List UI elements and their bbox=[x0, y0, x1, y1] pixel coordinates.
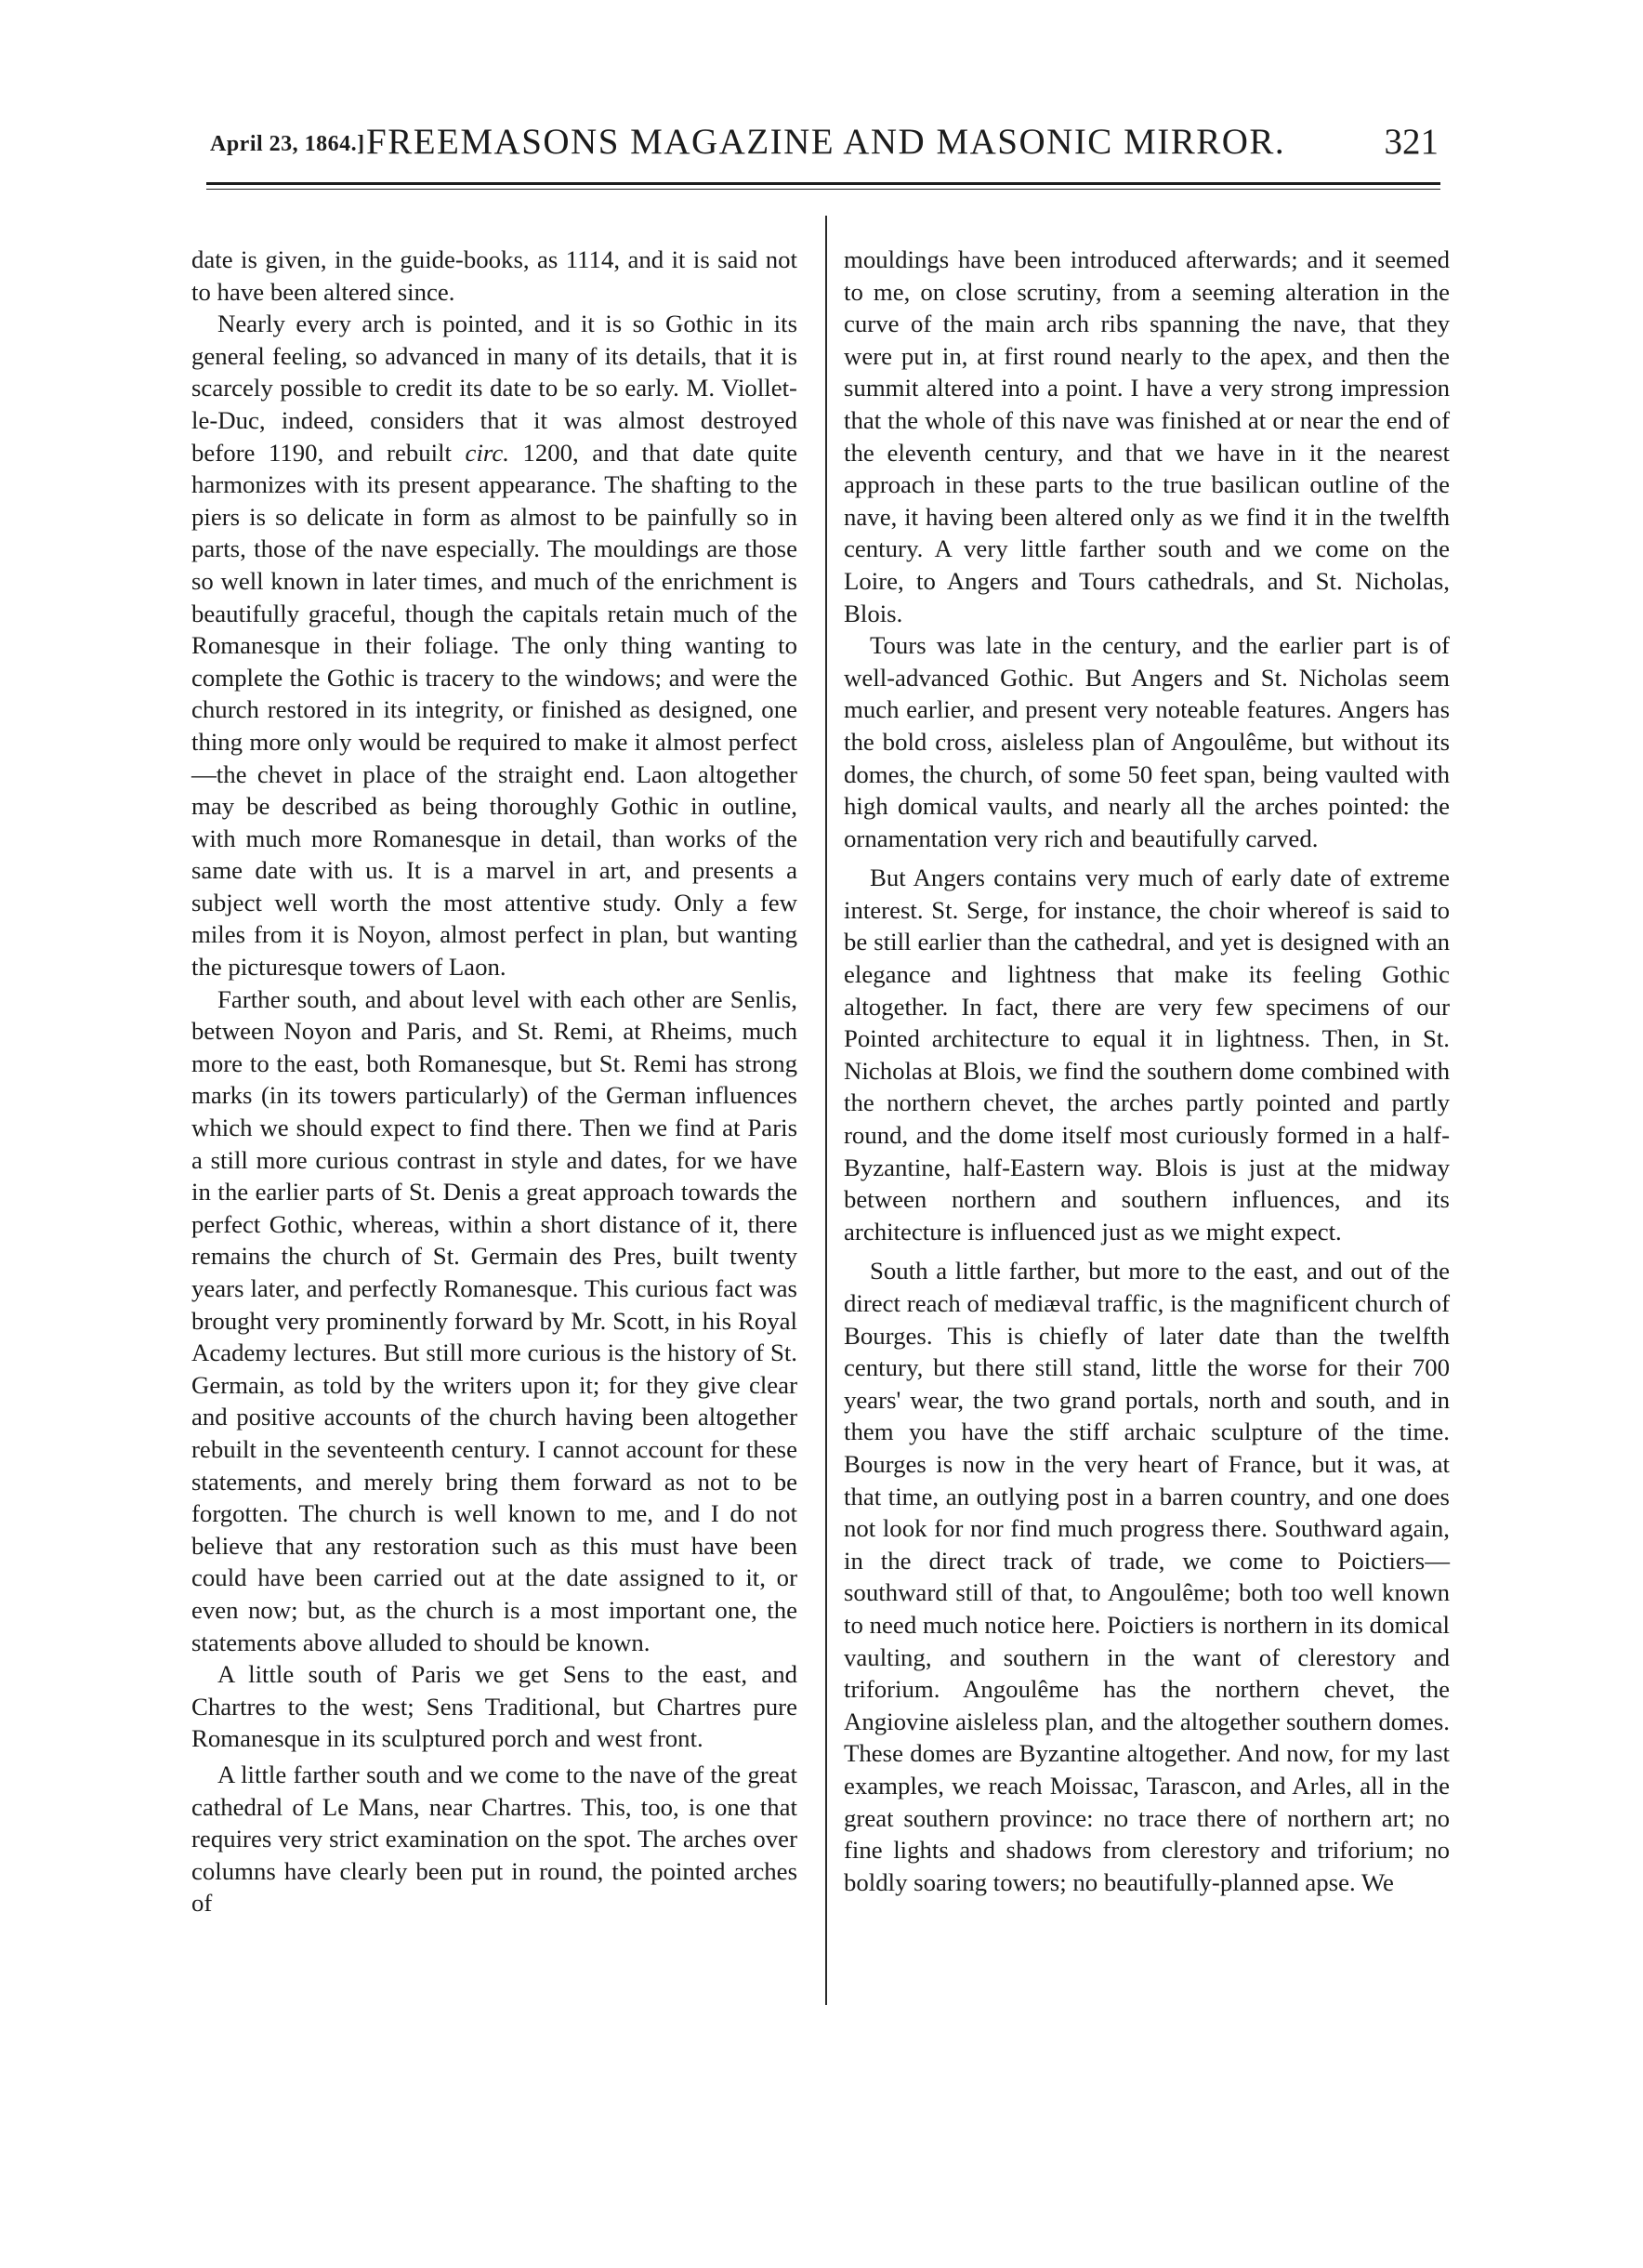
header-rule-thin bbox=[206, 189, 1440, 190]
left-paragraph-5: A little farther south and we come to the nave of the great cathedral of Le Mans, near Chartres. This, too, is one that requires very strict examination on the spot. The arches over columns have clearly been put in round, the pointed arches of bbox=[191, 1760, 797, 1918]
issue-date: April 23, 1864.] bbox=[210, 132, 365, 156]
left-paragraph-3: Farther south, and about level with each other are Senlis, between Noyon and Paris, and St. Remi, at Rheims, much more to the east, both Romanesque, but St. Remi has strong marks (in its towers particularly) of the German influences which we should expect to find there. Then we find at Paris a still more curious contrast in style and dates, for we have in the earlier parts of St. Denis a great approach towards the perfect Gothic, whereas, within a short distance of it, there remains the church of St. Germain des Pres, built twenty years later, and perfectly Romanesque. This curious fact was brought very prominently forward by Mr. Scott, in his Royal Academy lectures. But still more curious is the history of St. Germain, as told by the writers upon it; for they give clear and positive accounts of the church having been altogether rebuilt in the seventeenth century. I cannot account for these statements, and merely bring them forward as not to be forgotten. The church is well known to me, and I do not believe that any restoration such as this must have been could have been carried out at the date assigned to it, or even now; but, as the church is a most important one, the statements above alluded to should be known. bbox=[191, 984, 797, 1656]
header-rule-thick bbox=[206, 182, 1440, 185]
left-paragraph-1: date is given, in the guide-books, as 1114, and it is said not to have been altered since. bbox=[191, 245, 797, 306]
page-header bbox=[210, 121, 1439, 167]
right-paragraph-2: Tours was late in the century, and the earlier part is of well-advanced Gothic. But Angers and St. Nicholas seem much earlier, and present very noteable features. Angers has the bold cross, aisleless plan of Angoulême, but without its domes, the church, of some 50 feet span, being vaulted with high domical vaults, and nearly all the arches pointed: the ornamentation very rich and beautifully carved. bbox=[844, 631, 1450, 852]
left-paragraph-2-part-b: 1200, and that date quite harmonizes with its present appearance. The shafting to the piers is so delicate in form as almost to be painfully so in parts, those of the nave especially. The mouldings are those so well known in later times, and much of the enrichment is beautifully graceful, though the capitals retain much of the Romanesque in their foliage. The only thing wanting to complete the Gothic is tracery to the windows; and were the church restored in its integrity, or finished as designed, one thing more only would be required to make it almost perfect—the chevet in place of the straight end. Laon altogether may be described as being thoroughly Gothic in outline, with much more Romanesque in detail, than works of the same date with us. It is a marvel in art, and presents a subject well worth the most attentive study. Only a few miles from it is Noyon, almost perfect in plan, but wanting the picturesque towers of Laon. bbox=[191, 438, 798, 982]
right-column bbox=[844, 244, 1450, 1898]
left-paragraph-2-part-a: Nearly every arch is pointed, and it is so Gothic in its general feeling, so advanced in many of its details, that it is scarcely possible to credit its date to be so early. M. Viollet-le-Duc, indeed, considers that it was almost destroyed before 1190, and rebuilt bbox=[191, 310, 797, 467]
page-number: 321 bbox=[1384, 122, 1439, 162]
right-paragraph-4: South a little farther, but more to the east, and out of the direct reach of mediæval traffic, is the magnificent church of Bourges. This is chiefly of later date than the twelfth century, but there still stand, little the worse for their 700 years' wear, the two grand portals, north and south, and in them you have the stiff archaic sculpture of the time. Bourges is now in the very heart of France, but it was, at that time, an outlying post in a barren country, and one does not look for nor find much progress there. Southward again, in the direct track of trade, we come to Poictiers—southward still of that, to Angoulême; both too well known to need much notice here. Poictiers is northern in its domical vaulting, and southern in the want of clerestory and triforium. Angoulême has the northern chevet, the Angiovine aisleless plan, and the altogether southern domes. These domes are Byzantine altogether. And now, for my last examples, we reach Moissac, Tarascon, and Arles, all in the great southern province: no trace there of northern art; no fine lights and shadows from clerestory and triforium; no boldly soaring towers; no beautifully-planned apse. We bbox=[844, 1257, 1450, 1896]
column-divider bbox=[825, 216, 827, 2005]
masthead-title: FREEMASONS MAGAZINE AND MASONIC MIRROR. bbox=[366, 122, 1286, 162]
left-paragraph-4: A little south of Paris we get Sens to the east, and Chartres to the west; Sens Traditional, but Chartres pure Romanesque in its sculptured porch and west front. bbox=[191, 1660, 797, 1753]
right-paragraph-1: mouldings have been introduced afterwards; and it seemed to me, on close scrutiny, from a seeming alteration in the curve of the main arch ribs spanning the nave, that they were put in, at first round nearly to the apex, and then the summit altered into a point. I have a very strong impression that the whole of this nave was finished at or near the end of the eleventh century, and that we have in it the nearest approach in these parts to the true basilican outline of the nave, it having been altered only as we find it in the twelfth century. A very little farther south and we come on the Loire, to Angers and Tours cathedrals, and St. Nicholas, Blois. bbox=[844, 245, 1450, 627]
left-paragraph-2-emphasis: circ. bbox=[465, 438, 509, 467]
right-paragraph-3: But Angers contains very much of early date of extreme interest. St. Serge, for instance, the choir whereof is said to be still earlier than the cathedral, and yet is designed with an elegance and lightness that make its feeling Gothic altogether. In fact, there are very few specimens of our Pointed architecture to equal it in lightness. Then, in St. Nicholas at Blois, we find the southern dome combined with the northern chevet, the arches partly pointed and partly round, and the dome itself most curiously formed in a half-Byzantine, half-Eastern way. Blois is just at the midway between northern and southern influences, and its architecture is influenced just as we might expect. bbox=[844, 864, 1450, 1246]
left-column bbox=[191, 244, 797, 1919]
left-paragraph-2 bbox=[191, 308, 797, 982]
